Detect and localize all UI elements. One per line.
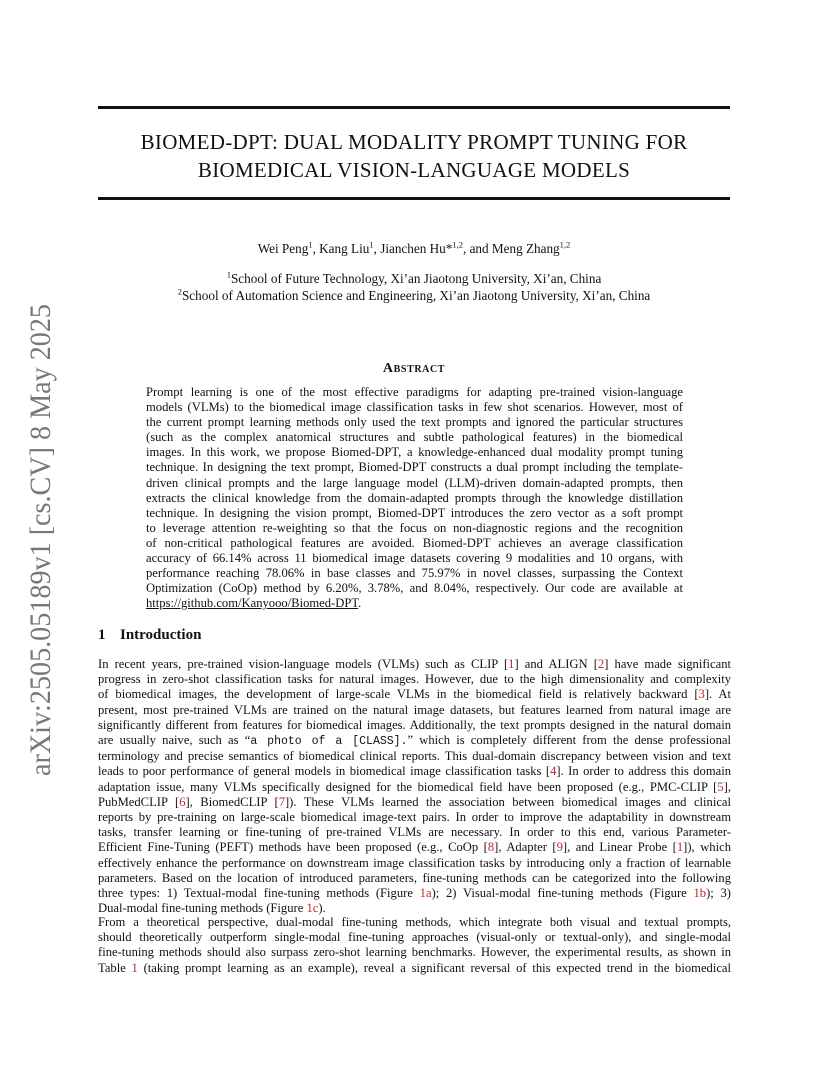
text-line: leads to poor performance of general models in biomedical image classification tasks [4]. In order to address this domain — [98, 764, 731, 779]
affiliation-1 — [98, 270, 730, 287]
text-line: Table 1 (taking prompt learning as an example), reveal a significant reversal of this expected trend in the biomedical — [98, 960, 732, 975]
paper-title — [98, 128, 730, 184]
citation-link[interactable]: 1 — [676, 840, 684, 855]
text-line: three types: 1) Textual-modal fine-tuning methods (Figure 1a); 2) Visual-modal fine-tuning methods (Figure 1b); 3) — [98, 886, 731, 901]
text-line: From a theoretical perspective, dual-modal fine-tuning methods, which integrate both visual and textual prompts, — [98, 915, 731, 929]
abstract-line: technique. In designing the vision prompt, Biomed-DPT introduces the zero vector as a soft prompt — [146, 505, 683, 520]
author-affil-mark: 1 — [369, 239, 374, 250]
abstract-line: Prompt learning is one of the most effective paradigms for adapting pre-trained vision-language — [146, 385, 683, 399]
citation-link[interactable]: 2 — [597, 657, 605, 671]
text-line: reports by pre-training on large-scale biomedical image-text pairs. In order to improve the adaptability in downstream — [98, 810, 731, 825]
citation-link[interactable]: 3 — [698, 687, 705, 702]
figure-link[interactable]: 1c — [306, 901, 319, 916]
section-title: Introduction — [120, 627, 202, 643]
abstract-line: to leverage attention re-weighting so that the focus on non-diagnostic regions and the recognition — [146, 520, 683, 535]
abstract-end: . — [358, 596, 362, 611]
section-heading-introduction — [98, 627, 201, 644]
affil-text: School of Automation Science and Engineering, Xi’an Jiaotong University, Xi’an, China — [181, 288, 651, 303]
author-affil-mark: 1,2 — [559, 239, 571, 250]
text-line: PubMedCLIP [6], BiomedCLIP [7]). These VLMs learned the association between biomedical images and clinical — [98, 794, 732, 809]
text-line: are usually naive, such as “a photo of a [CLASS].” which is completely different from the dense professional — [98, 733, 731, 749]
author-list — [98, 240, 730, 258]
author-name: , Kang Liu — [312, 241, 370, 256]
title-rule-top — [98, 106, 730, 109]
citation-link[interactable]: 7 — [278, 794, 285, 809]
citation-link[interactable]: 1 — [508, 657, 515, 671]
citation-link[interactable]: 9 — [556, 840, 563, 855]
code-url-link[interactable]: https://github.com/Kanyooo/Biomed-DPT — [146, 596, 359, 611]
text-line: terminology and precise semantics of biomedical clinical reports. This dual-domain discrepancy between vision and text — [98, 749, 731, 764]
citation-link[interactable]: 5 — [717, 779, 724, 794]
arxiv-identifier — [4, 300, 68, 780]
author-name: , and Meng Zhang — [462, 241, 560, 256]
abstract-line: the current prompt learning methods only used the text prompts and ignored the particular structures — [146, 415, 683, 430]
table-link[interactable]: 1 — [131, 960, 138, 975]
text-line: adaptation issue, many VLMs specifically designed for the biomedical field have been proposed (e.g., PMC-CLIP [5], — [98, 779, 731, 794]
abstract-body — [146, 385, 683, 611]
affiliation-2 — [98, 287, 730, 304]
title-rule-bottom — [98, 197, 730, 200]
prompt-template-code: a photo of a [CLASS]. — [250, 735, 408, 749]
text-line: of biomedical images, the development of large-scale VLMs in the biomedical field is relatively backward [3]. At — [98, 687, 732, 702]
abstract-line: of non-critical pathological features are avoided. Biomed-DPT achieves an average classification — [146, 535, 683, 550]
text-line: parameters. Based on the location of introduced parameters, fine-tuning methods can be categorized into the following — [98, 870, 731, 885]
author-affil-mark: 1 — [308, 239, 313, 250]
abstract-line: performance reaching 78.06% in base classes and 75.97% in novel classes, surpassing the Context — [146, 566, 683, 581]
author-affil-mark: 1,2 — [452, 239, 463, 250]
affiliations — [98, 270, 730, 304]
section-number: 1 — [98, 627, 106, 643]
abstract-line: driven clinical prompts and the large language model (LLM)-driven domain-adapted prompts, then — [146, 475, 683, 490]
text-line: progress in zero-shot classification tasks for natural images. However, due to the high dimensionality and complexity — [98, 672, 731, 687]
title-line-2: BIOMEDICAL VISION-LANGUAGE MODELS — [197, 158, 631, 182]
text-line: effectively enhance the performance on downstream image classification tasks by introducing only a fraction of learnable — [98, 855, 731, 870]
abstract-heading: Abstract — [382, 361, 446, 376]
abstract-line-last — [146, 596, 683, 611]
author-name: , Jianchen Hu* — [373, 241, 453, 256]
title-line-1: BIOMED-DPT: DUAL MODALITY PROMPT TUNING FOR — [140, 130, 688, 154]
citation-link[interactable]: 6 — [179, 794, 186, 809]
affil-text: School of Future Technology, Xi’an Jiaotong University, Xi’an, China — [230, 271, 602, 286]
figure-link[interactable]: 1a — [419, 886, 432, 901]
intro-paragraph-2 — [98, 915, 731, 976]
text-line: Efficient Fine-Tuning (PEFT) methods have been proposed (e.g., CoOp [8], Adapter [9], and Linear Probe [1]), which — [98, 840, 731, 855]
abstract-line: images. In this work, we propose Biomed-DPT, a knowledge-enhanced dual modality prompt tuning — [146, 445, 683, 460]
text-line: tasks, transfer learning or fine-tuning of pre-trained VLMs are necessary. In order to this end, various Parameter- — [98, 825, 731, 840]
figure-link[interactable]: 1b — [693, 886, 707, 901]
intro-paragraph-1 — [98, 657, 731, 916]
author-name: Wei Peng — [257, 241, 309, 256]
affil-mark: 1 — [226, 269, 231, 280]
text-line: Dual-modal fine-tuning methods (Figure 1c). — [98, 901, 326, 916]
text-line: should theoretically outperform single-modal fine-tuning approaches (visual-only or textual-only), and single-modal — [98, 930, 731, 945]
abstract-line: models (VLMs) to the biomedical image classification tasks in few shot scenarios. However, most of — [146, 400, 683, 415]
abstract-line: (such as the complex anatomical structures and subtle pathological features) in the biomedical — [146, 430, 683, 445]
abstract-line: technique. In designing the text prompt, Biomed-DPT constructs a dual prompt including the template- — [146, 460, 683, 475]
text-line: fine-tuning methods should also surpass zero-shot learning benchmarks. However, the experimental results, as shown in — [98, 945, 731, 960]
text-line: significantly different from features for biomedical images. Additionally, the text prompts designed in the natural domain — [98, 717, 731, 732]
citation-link[interactable]: 8 — [487, 840, 495, 855]
abstract-line: accuracy of 66.14% across 11 biomedical image datasets covering 9 modalities and 10 organs, with — [146, 551, 683, 566]
arxiv-identifier-text: arXiv:2505.05189v1 [cs.CV] 8 May 2025 — [25, 300, 57, 776]
citation-link[interactable]: 4 — [550, 764, 557, 779]
abstract-line: Optimization (CoOp) method by 6.20%, 3.78%, and 8.04%, respectively. Our code are available at — [146, 581, 683, 596]
abstract-line: extracts the clinical knowledge from the domain-adapted prompts through the knowledge distillation — [146, 490, 683, 505]
affil-mark: 2 — [177, 286, 182, 297]
text-line: In recent years, pre-trained vision-language models (VLMs) such as CLIP [1] and ALIGN [2] have made significant — [98, 657, 731, 671]
text-line: present, most pre-trained VLMs are trained on the natural image datasets, but features learned from natural image are — [98, 702, 731, 717]
